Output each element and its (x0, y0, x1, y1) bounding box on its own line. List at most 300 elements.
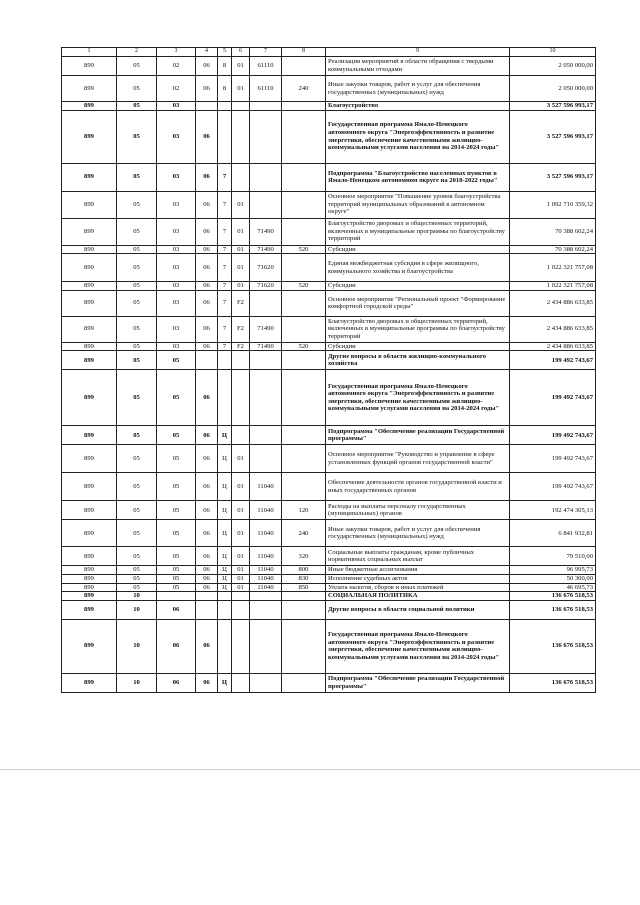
direction-code-cell: 11040 (250, 583, 282, 592)
expense-name-cell: Иные бюджетные ассигнования (326, 566, 510, 575)
subsection-code-cell: 03 (157, 191, 196, 218)
section-code-cell: 05 (117, 282, 157, 291)
program-code-cell: 06 (196, 290, 218, 316)
table-row (62, 57, 596, 76)
table-row (62, 547, 596, 566)
admin-code-cell: 899 (62, 245, 117, 254)
subsection-code-cell: 03 (157, 218, 196, 245)
subsection-code-cell: 05 (157, 547, 196, 566)
expense-name-cell: Основное мероприятие "Повышение уровня благоустройства территорий муниципальных образований в автономном округе" (326, 191, 510, 218)
subprogram-code-cell: Ц (218, 547, 232, 566)
direction-code-cell (250, 102, 282, 111)
program-code-cell (196, 102, 218, 111)
amount-cell: 1 092 710 359,32 (510, 191, 596, 218)
direction-code-cell: 11040 (250, 566, 282, 575)
expense-name-cell: Другие вопросы в области жилищно-коммунального хозяйства (326, 351, 510, 370)
subsection-code-cell: 05 (157, 426, 196, 445)
subprogram-code-cell: 7 (218, 316, 232, 342)
program-code-cell (196, 351, 218, 370)
subprogram-code-cell (218, 592, 232, 601)
expense-type-code-cell: 520 (282, 282, 326, 291)
event-code-cell: 01 (232, 191, 250, 218)
expense-name-cell: Уплата налогов, сборов и иных платежей (326, 583, 510, 592)
subsection-code-cell: 06 (157, 619, 196, 673)
event-code-cell: 01 (232, 245, 250, 254)
expense-type-code-cell: 120 (282, 501, 326, 520)
section-code-cell: 05 (117, 218, 157, 245)
admin-code-cell: 899 (62, 547, 117, 566)
event-code-cell: 01 (232, 520, 250, 547)
section-code-cell: 05 (117, 110, 157, 163)
subprogram-code-cell: 8 (218, 57, 232, 76)
program-code-cell: 06 (196, 218, 218, 245)
expense-name-cell: Государственная программа Ямало-Ненецкого автономного округа "Энергоэффективность и развитие энергетики, обеспечение качественными жилищно-коммунальными услугами населения на 2014-2024 годы" (326, 619, 510, 673)
col-num: 7 (250, 48, 282, 57)
table-row (62, 191, 596, 218)
table-row (62, 245, 596, 254)
col-num: 3 (157, 48, 196, 57)
subsection-code-cell: 05 (157, 583, 196, 592)
table-row (62, 473, 596, 501)
subsection-code-cell: 06 (157, 673, 196, 692)
direction-code-cell (250, 290, 282, 316)
admin-code-cell: 899 (62, 673, 117, 692)
amount-cell: 2 434 886 633,85 (510, 342, 596, 351)
table-row (62, 520, 596, 547)
program-code-cell: 06 (196, 574, 218, 583)
program-code-cell: 06 (196, 370, 218, 426)
amount-cell: 192 474 305,13 (510, 501, 596, 520)
subsection-code-cell: 02 (157, 76, 196, 102)
expense-type-code-cell (282, 218, 326, 245)
subsection-code-cell: 03 (157, 282, 196, 291)
event-code-cell (232, 110, 250, 163)
admin-code-cell: 899 (62, 254, 117, 282)
subprogram-code-cell: 7 (218, 163, 232, 191)
expense-type-code-cell: 240 (282, 520, 326, 547)
subprogram-code-cell: Ц (218, 426, 232, 445)
direction-code-cell (250, 619, 282, 673)
section-code-cell: 05 (117, 473, 157, 501)
expense-type-code-cell (282, 57, 326, 76)
direction-code-cell (250, 426, 282, 445)
admin-code-cell: 899 (62, 566, 117, 575)
subsection-code-cell: 05 (157, 566, 196, 575)
subsection-code-cell: 05 (157, 473, 196, 501)
direction-code-cell: 71490 (250, 218, 282, 245)
subprogram-code-cell: Ц (218, 673, 232, 692)
section-code-cell: 05 (117, 254, 157, 282)
expense-type-code-cell (282, 592, 326, 601)
event-code-cell (232, 426, 250, 445)
subsection-code-cell: 05 (157, 370, 196, 426)
expense-name-cell: Подпрограмма "Обеспечение реализации Государственной программы" (326, 426, 510, 445)
admin-code-cell: 899 (62, 282, 117, 291)
expense-name-cell: Субсидии (326, 245, 510, 254)
subprogram-code-cell: Ц (218, 566, 232, 575)
program-code-cell: 06 (196, 547, 218, 566)
direction-code-cell (250, 370, 282, 426)
amount-cell: 136 676 518,53 (510, 600, 596, 619)
expense-name-cell: Другие вопросы в области социальной политики (326, 600, 510, 619)
admin-code-cell: 899 (62, 218, 117, 245)
admin-code-cell: 899 (62, 316, 117, 342)
subsection-code-cell: 06 (157, 600, 196, 619)
direction-code-cell: 71490 (250, 316, 282, 342)
expense-name-cell: Реализация мероприятий в области обращения с твердыми коммунальными отходами (326, 57, 510, 76)
admin-code-cell: 899 (62, 445, 117, 473)
expense-name-cell: Расходы на выплаты персоналу государственных (муниципальных) органов (326, 501, 510, 520)
direction-code-cell: 11040 (250, 473, 282, 501)
event-code-cell: 01 (232, 282, 250, 291)
amount-cell: 6 841 932,81 (510, 520, 596, 547)
event-code-cell (232, 619, 250, 673)
program-code-cell: 06 (196, 566, 218, 575)
expense-name-cell: Субсидии (326, 282, 510, 291)
direction-code-cell (250, 600, 282, 619)
table-row (62, 445, 596, 473)
program-code-cell: 06 (196, 619, 218, 673)
direction-code-cell (250, 351, 282, 370)
direction-code-cell (250, 673, 282, 692)
admin-code-cell: 899 (62, 351, 117, 370)
expense-name-cell: Субсидии (326, 342, 510, 351)
col-num: 1 (62, 48, 117, 57)
direction-code-cell: 71490 (250, 342, 282, 351)
direction-code-cell: 11040 (250, 547, 282, 566)
program-code-cell: 06 (196, 163, 218, 191)
table-row (62, 566, 596, 575)
expense-type-code-cell (282, 673, 326, 692)
subsection-code-cell: 03 (157, 163, 196, 191)
subprogram-code-cell: Ц (218, 583, 232, 592)
expense-name-cell: Подпрограмма "Благоустройство населенных пунктов в Ямало-Ненецком автономном округе на 2018-2022 годы" (326, 163, 510, 191)
subprogram-code-cell: Ц (218, 520, 232, 547)
expense-name-cell: СОЦИАЛЬНАЯ ПОЛИТИКА (326, 592, 510, 601)
direction-code-cell: 11040 (250, 574, 282, 583)
section-code-cell: 05 (117, 316, 157, 342)
table-row (62, 501, 596, 520)
amount-cell: 3 527 596 993,17 (510, 102, 596, 111)
direction-code-cell (250, 191, 282, 218)
event-code-cell: 01 (232, 574, 250, 583)
expense-name-cell: Государственная программа Ямало-Ненецкого автономного округа "Энергоэффективность и развитие энергетики, обеспечение качественными жилищно-коммунальными услугами населения на 2014-2024 годы" (326, 370, 510, 426)
event-code-cell: 01 (232, 254, 250, 282)
table-row (62, 110, 596, 163)
program-code-cell (196, 592, 218, 601)
amount-cell: 79 510,00 (510, 547, 596, 566)
amount-cell: 96 995,73 (510, 566, 596, 575)
expense-type-code-cell: 520 (282, 342, 326, 351)
admin-code-cell: 899 (62, 57, 117, 76)
section-code-cell: 10 (117, 673, 157, 692)
amount-cell: 3 527 596 993,17 (510, 110, 596, 163)
section-code-cell: 05 (117, 76, 157, 102)
section-code-cell: 10 (117, 600, 157, 619)
amount-cell: 199 492 743,67 (510, 445, 596, 473)
subsection-code-cell: 02 (157, 57, 196, 76)
amount-cell: 136 676 518,53 (510, 592, 596, 601)
subsection-code-cell: 05 (157, 445, 196, 473)
subsection-code-cell: 03 (157, 316, 196, 342)
program-code-cell: 06 (196, 445, 218, 473)
table-row (62, 282, 596, 291)
amount-cell: 2 050 000,00 (510, 76, 596, 102)
col-num: 4 (196, 48, 218, 57)
blank-margin (0, 770, 640, 905)
expense-name-cell: Единая межбюджетная субсидия в сфере жилищного, коммунального хозяйства и благоустройства (326, 254, 510, 282)
amount-cell: 1 022 321 757,08 (510, 254, 596, 282)
program-code-cell: 06 (196, 76, 218, 102)
section-code-cell: 05 (117, 445, 157, 473)
expense-type-code-cell (282, 370, 326, 426)
admin-code-cell: 899 (62, 574, 117, 583)
program-code-cell: 06 (196, 673, 218, 692)
subprogram-code-cell: Ц (218, 445, 232, 473)
event-code-cell: 01 (232, 583, 250, 592)
program-code-cell: 06 (196, 254, 218, 282)
subsection-code-cell: 03 (157, 254, 196, 282)
section-code-cell: 05 (117, 245, 157, 254)
event-code-cell: 01 (232, 445, 250, 473)
expense-type-code-cell (282, 473, 326, 501)
subprogram-code-cell: 7 (218, 290, 232, 316)
budget-table (61, 47, 596, 693)
event-code-cell: 01 (232, 218, 250, 245)
subprogram-code-cell: 7 (218, 342, 232, 351)
expense-type-code-cell (282, 163, 326, 191)
expense-type-code-cell: 800 (282, 566, 326, 575)
subprogram-code-cell: 7 (218, 282, 232, 291)
event-code-cell: 01 (232, 501, 250, 520)
table-row (62, 619, 596, 673)
program-code-cell: 06 (196, 191, 218, 218)
expense-type-code-cell (282, 191, 326, 218)
amount-cell: 199 492 743,67 (510, 473, 596, 501)
expense-type-code-cell: 850 (282, 583, 326, 592)
col-num: 2 (117, 48, 157, 57)
admin-code-cell: 899 (62, 501, 117, 520)
table-row (62, 316, 596, 342)
subsection-code-cell (157, 592, 196, 601)
table-row (62, 218, 596, 245)
subsection-code-cell: 05 (157, 501, 196, 520)
program-code-cell: 06 (196, 501, 218, 520)
col-num: 9 (326, 48, 510, 57)
section-code-cell: 05 (117, 191, 157, 218)
expense-type-code-cell (282, 600, 326, 619)
subprogram-code-cell: 7 (218, 218, 232, 245)
admin-code-cell: 899 (62, 76, 117, 102)
subsection-code-cell: 03 (157, 102, 196, 111)
expense-name-cell: Иные закупки товаров, работ и услуг для обеспечения государственных (муниципальных) нужд (326, 520, 510, 547)
admin-code-cell: 899 (62, 426, 117, 445)
section-code-cell: 05 (117, 342, 157, 351)
expense-name-cell: Благоустройство (326, 102, 510, 111)
table-row (62, 102, 596, 111)
event-code-cell: 01 (232, 473, 250, 501)
table-row (62, 76, 596, 102)
col-num: 6 (232, 48, 250, 57)
expense-name-cell: Основное мероприятие "Региональный проект "Формирование комфортной городской среды" (326, 290, 510, 316)
col-num: 5 (218, 48, 232, 57)
subsection-code-cell: 03 (157, 110, 196, 163)
amount-cell: 1 022 321 757,08 (510, 282, 596, 291)
event-code-cell: 01 (232, 76, 250, 102)
admin-code-cell: 899 (62, 592, 117, 601)
direction-code-cell: 71490 (250, 245, 282, 254)
table-row (62, 600, 596, 619)
expense-type-code-cell (282, 290, 326, 316)
table-row (62, 342, 596, 351)
expense-type-code-cell (282, 351, 326, 370)
amount-cell: 70 388 602,24 (510, 218, 596, 245)
amount-cell: 199 492 743,67 (510, 426, 596, 445)
program-code-cell: 06 (196, 282, 218, 291)
direction-code-cell (250, 110, 282, 163)
admin-code-cell: 899 (62, 619, 117, 673)
subprogram-code-cell: Ц (218, 473, 232, 501)
amount-cell: 136 676 518,53 (510, 619, 596, 673)
subprogram-code-cell: 7 (218, 191, 232, 218)
section-code-cell: 05 (117, 583, 157, 592)
direction-code-cell (250, 163, 282, 191)
program-code-cell: 06 (196, 473, 218, 501)
section-code-cell: 05 (117, 102, 157, 111)
subprogram-code-cell (218, 110, 232, 163)
expense-type-code-cell (282, 254, 326, 282)
program-code-cell: 06 (196, 245, 218, 254)
amount-cell: 199 492 743,67 (510, 370, 596, 426)
subprogram-code-cell (218, 619, 232, 673)
col-num: 10 (510, 48, 596, 57)
table-row (62, 583, 596, 592)
subprogram-code-cell: Ц (218, 574, 232, 583)
admin-code-cell: 899 (62, 102, 117, 111)
expense-type-code-cell (282, 445, 326, 473)
section-code-cell: 10 (117, 619, 157, 673)
subprogram-code-cell: 8 (218, 76, 232, 102)
table-row (62, 370, 596, 426)
admin-code-cell: 899 (62, 290, 117, 316)
section-code-cell: 05 (117, 574, 157, 583)
section-code-cell: 05 (117, 57, 157, 76)
program-code-cell: 06 (196, 110, 218, 163)
expense-name-cell: Подпрограмма "Обеспечение реализации Государственной программы" (326, 673, 510, 692)
amount-cell: 70 388 602,24 (510, 245, 596, 254)
amount-cell: 199 492 743,67 (510, 351, 596, 370)
event-code-cell (232, 351, 250, 370)
admin-code-cell: 899 (62, 473, 117, 501)
subprogram-code-cell (218, 351, 232, 370)
direction-code-cell: 71620 (250, 254, 282, 282)
expense-type-code-cell (282, 619, 326, 673)
direction-code-cell: 11040 (250, 501, 282, 520)
admin-code-cell: 899 (62, 520, 117, 547)
program-code-cell: 06 (196, 520, 218, 547)
admin-code-cell: 899 (62, 191, 117, 218)
table-row (62, 592, 596, 601)
program-code-cell: 06 (196, 57, 218, 76)
event-code-cell (232, 102, 250, 111)
expense-type-code-cell (282, 110, 326, 163)
direction-code-cell: 61110 (250, 76, 282, 102)
direction-code-cell (250, 592, 282, 601)
section-code-cell: 05 (117, 351, 157, 370)
column-number-row (62, 48, 596, 57)
event-code-cell: 01 (232, 57, 250, 76)
expense-name-cell: Исполнение судебных актов (326, 574, 510, 583)
subsection-code-cell: 03 (157, 290, 196, 316)
admin-code-cell: 899 (62, 583, 117, 592)
event-code-cell: F2 (232, 316, 250, 342)
expense-type-code-cell: 320 (282, 547, 326, 566)
program-code-cell: 06 (196, 316, 218, 342)
amount-cell: 136 676 518,53 (510, 673, 596, 692)
subprogram-code-cell: Ц (218, 501, 232, 520)
admin-code-cell: 899 (62, 600, 117, 619)
col-num: 8 (282, 48, 326, 57)
expense-type-code-cell: 240 (282, 76, 326, 102)
subsection-code-cell: 05 (157, 520, 196, 547)
expense-type-code-cell (282, 426, 326, 445)
subsection-code-cell: 03 (157, 245, 196, 254)
table-row (62, 254, 596, 282)
event-code-cell (232, 370, 250, 426)
admin-code-cell: 899 (62, 342, 117, 351)
subsection-code-cell: 05 (157, 351, 196, 370)
expense-type-code-cell (282, 102, 326, 111)
subprogram-code-cell: 7 (218, 245, 232, 254)
table-row (62, 351, 596, 370)
program-code-cell: 06 (196, 583, 218, 592)
section-code-cell: 05 (117, 426, 157, 445)
subprogram-code-cell (218, 370, 232, 426)
direction-code-cell: 11040 (250, 520, 282, 547)
amount-cell: 46 695,73 (510, 583, 596, 592)
subprogram-code-cell (218, 600, 232, 619)
section-code-cell: 05 (117, 520, 157, 547)
section-code-cell: 05 (117, 547, 157, 566)
amount-cell: 2 434 886 633,85 (510, 290, 596, 316)
table-row (62, 426, 596, 445)
event-code-cell: 01 (232, 547, 250, 566)
admin-code-cell: 899 (62, 163, 117, 191)
subprogram-code-cell: 7 (218, 254, 232, 282)
direction-code-cell (250, 445, 282, 473)
admin-code-cell: 899 (62, 110, 117, 163)
direction-code-cell: 71620 (250, 282, 282, 291)
expense-type-code-cell: 520 (282, 245, 326, 254)
table-row (62, 574, 596, 583)
event-code-cell (232, 592, 250, 601)
section-code-cell: 05 (117, 566, 157, 575)
program-code-cell: 06 (196, 426, 218, 445)
subsection-code-cell: 05 (157, 574, 196, 583)
event-code-cell (232, 673, 250, 692)
section-code-cell: 05 (117, 370, 157, 426)
amount-cell: 50 300,00 (510, 574, 596, 583)
table-row (62, 163, 596, 191)
expense-name-cell: Благоустройство дворовых и общественных территорий, включенных в муниципальные программы по благоустройству территорий (326, 316, 510, 342)
section-code-cell: 05 (117, 163, 157, 191)
direction-code-cell: 61110 (250, 57, 282, 76)
section-code-cell: 05 (117, 290, 157, 316)
admin-code-cell: 899 (62, 370, 117, 426)
event-code-cell: F2 (232, 342, 250, 351)
event-code-cell: F2 (232, 290, 250, 316)
table-row (62, 673, 596, 692)
